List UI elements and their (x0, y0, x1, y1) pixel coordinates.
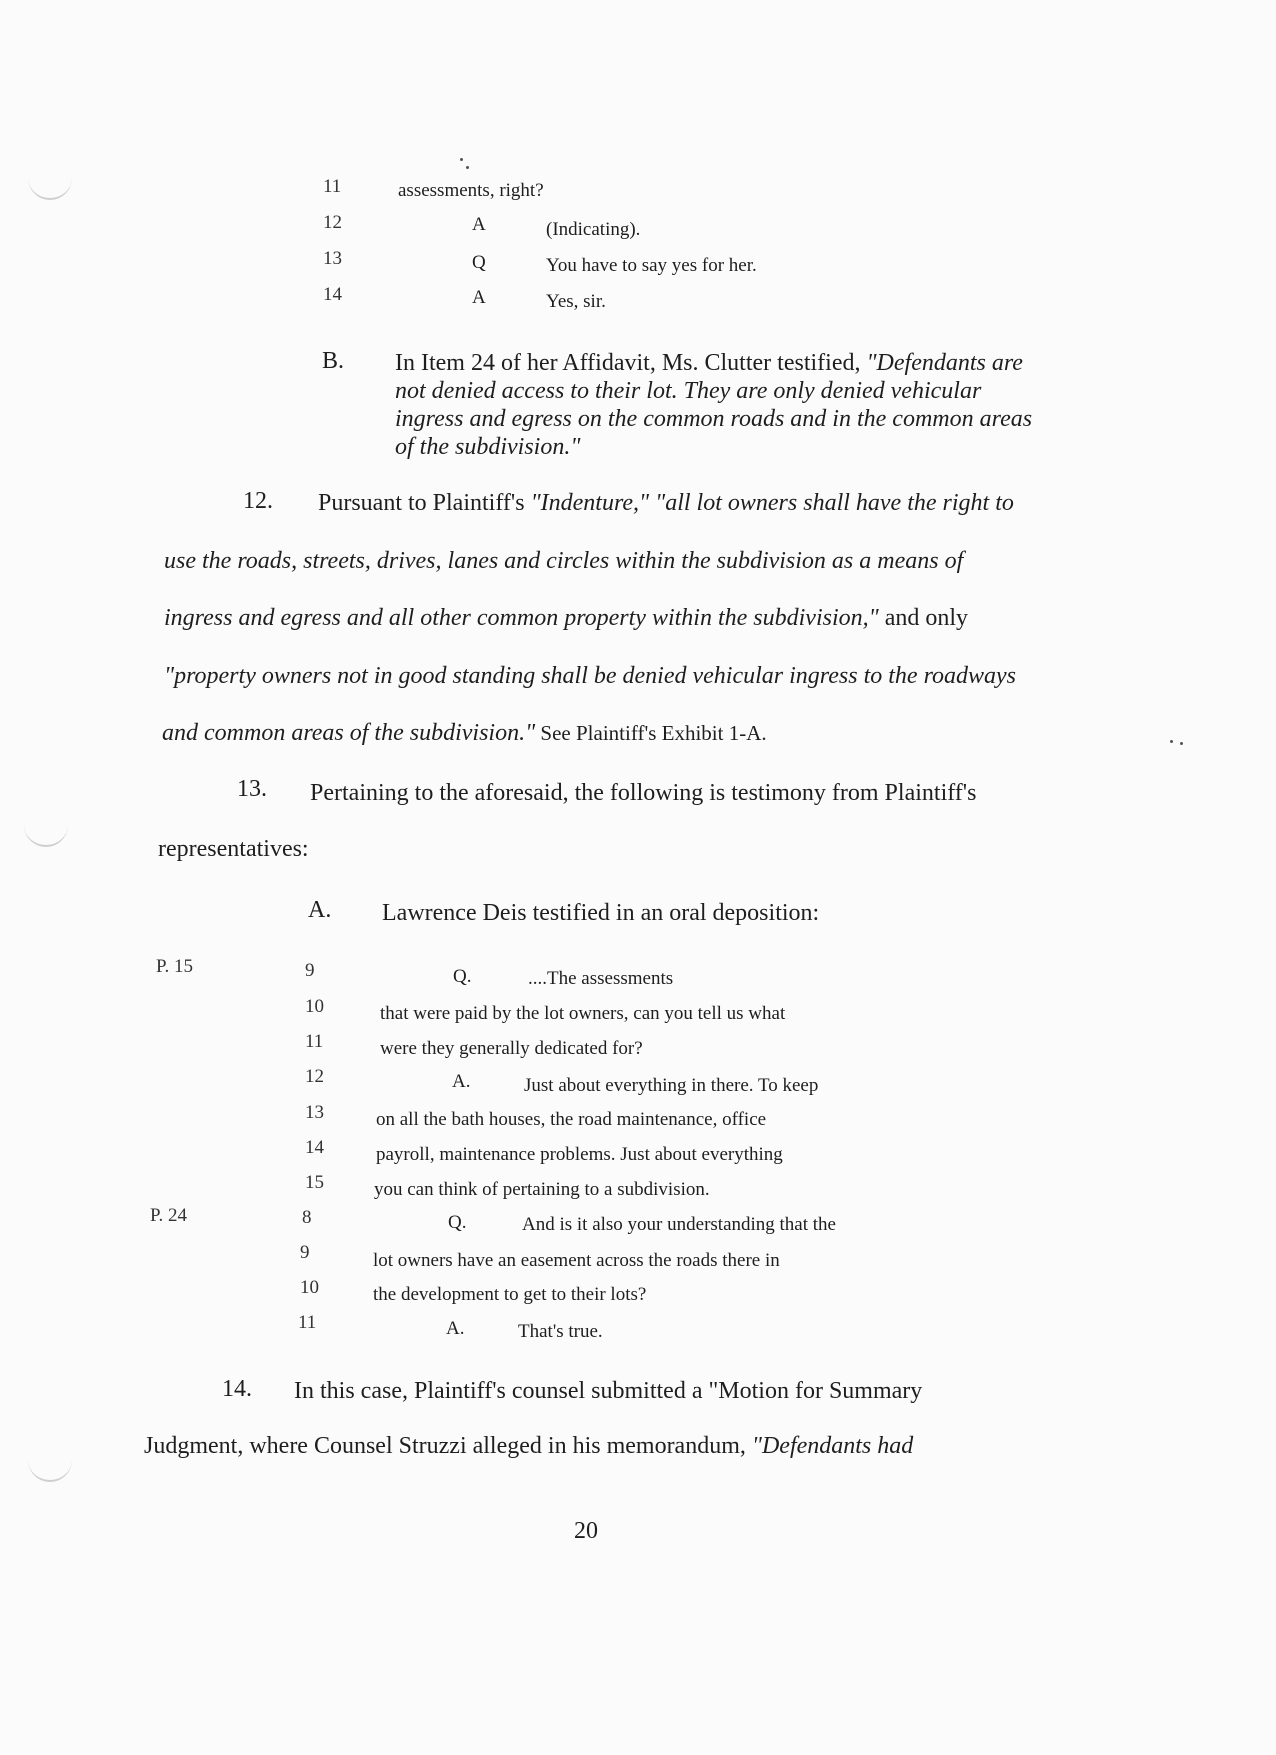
para14-text: Judgment, where Counsel Struzzi alleged in his memorandum, (144, 1433, 752, 1459)
line-number: 11 (323, 176, 342, 197)
speaker-label: A (472, 287, 486, 308)
page-reference: P. 24 (150, 1205, 187, 1226)
paragraph-number: 12. (243, 488, 273, 514)
item-label: A. (308, 897, 332, 923)
punch-hole-bottom (28, 1450, 72, 1482)
line-number: 13 (323, 248, 342, 269)
deposition-text: And is it also your understanding that the (522, 1214, 836, 1235)
paragraph-12-line-4: "property owners not in good standing shall be denied vehicular ingress to the roadways (164, 663, 1017, 689)
line-number: 10 (300, 1277, 319, 1298)
paragraph-14-line-1: In this case, Plaintiff's counsel submitted a "Motion for Summary (294, 1378, 923, 1404)
punch-hole-middle (24, 815, 68, 847)
line-number: 14 (323, 284, 342, 305)
item-b-line-1 (395, 350, 1023, 377)
para12-quote: "Indenture," "all lot owners shall have the right to (530, 490, 1014, 516)
item-a-text: Lawrence Deis testified in an oral deposition: (382, 900, 820, 926)
speaker-label: A. (446, 1318, 465, 1339)
paragraph-14-line-2 (144, 1433, 913, 1460)
item-b-line-2: not denied access to their lot. They are only denied vehicular (395, 378, 982, 404)
transcript-text: assessments, right? (398, 180, 544, 201)
paragraph-number: 13. (237, 776, 267, 802)
transcript-text: (Indicating). (546, 219, 641, 240)
exhibit-reference: See Plaintiff's Exhibit 1-A. (535, 721, 767, 745)
line-number: 12 (305, 1066, 324, 1087)
paragraph-13-line-2: representatives: (158, 836, 309, 862)
deposition-text: ....The assessments (528, 968, 674, 989)
line-number: 11 (298, 1312, 317, 1333)
para12-text: and only (878, 605, 969, 631)
line-number: 13 (305, 1102, 324, 1123)
speaker-label: A. (452, 1071, 471, 1092)
deposition-text: that were paid by the lot owners, can you tell us what (380, 1003, 786, 1024)
para14-quote: "Defendants had (751, 1433, 914, 1459)
paragraph-13-line-1: Pertaining to the aforesaid, the following is testimony from Plaintiff's (310, 780, 977, 806)
scan-speck (1170, 740, 1173, 743)
speaker-label: A (472, 214, 486, 235)
scan-speck (466, 166, 469, 169)
line-number: 8 (302, 1207, 312, 1228)
speaker-label: Q. (453, 966, 472, 987)
page-reference: P. 15 (156, 956, 193, 977)
scan-speck (460, 158, 463, 161)
deposition-text: were they generally dedicated for? (380, 1038, 643, 1059)
punch-hole-top (28, 168, 72, 200)
para12-text: Pursuant to Plaintiff's (318, 490, 531, 516)
item-b-line-4: of the subdivision." (395, 434, 581, 460)
deposition-text: payroll, maintenance problems. Just about everything (376, 1144, 783, 1165)
paragraph-12-line-2: use the roads, streets, drives, lanes and circles within the subdivision as a means of (164, 548, 964, 574)
deposition-text: Just about everything in there. To keep (524, 1075, 819, 1096)
transcript-text: You have to say yes for her. (546, 255, 757, 276)
scan-speck (1180, 742, 1183, 745)
line-number: 11 (305, 1031, 324, 1052)
deposition-text: you can think of pertaining to a subdivision. (374, 1179, 710, 1200)
line-number: 9 (305, 960, 315, 981)
deposition-text: on all the bath houses, the road maintenance, office (376, 1109, 767, 1130)
item-b-intro: In Item 24 of her Affidavit, Ms. Clutter testified, (395, 350, 867, 376)
line-number: 12 (323, 212, 342, 233)
paragraph-12-line-1 (318, 490, 1014, 517)
deposition-text: the development to get to their lots? (373, 1284, 647, 1305)
paragraph-12-line-3 (164, 605, 968, 632)
line-number: 9 (300, 1242, 310, 1263)
page-number: 20 (574, 1518, 598, 1544)
line-number: 15 (305, 1172, 324, 1193)
line-number: 10 (305, 996, 324, 1017)
paragraph-12-line-5 (162, 720, 767, 747)
transcript-text: Yes, sir. (546, 291, 606, 312)
item-label: B. (322, 348, 345, 374)
para12-quote: and common areas of the subdivision." (162, 720, 536, 746)
line-number: 14 (305, 1137, 324, 1158)
paragraph-number: 14. (222, 1376, 252, 1402)
deposition-text: That's true. (518, 1321, 603, 1342)
item-b-line-3: ingress and egress on the common roads and in the common areas (395, 406, 1033, 432)
deposition-text: lot owners have an easement across the roads there in (373, 1250, 780, 1271)
speaker-label: Q (472, 252, 486, 273)
speaker-label: Q. (448, 1212, 467, 1233)
para12-quote: ingress and egress and all other common property within the subdivision," (164, 605, 879, 631)
item-b-quote-start: "Defendants are (866, 350, 1023, 376)
